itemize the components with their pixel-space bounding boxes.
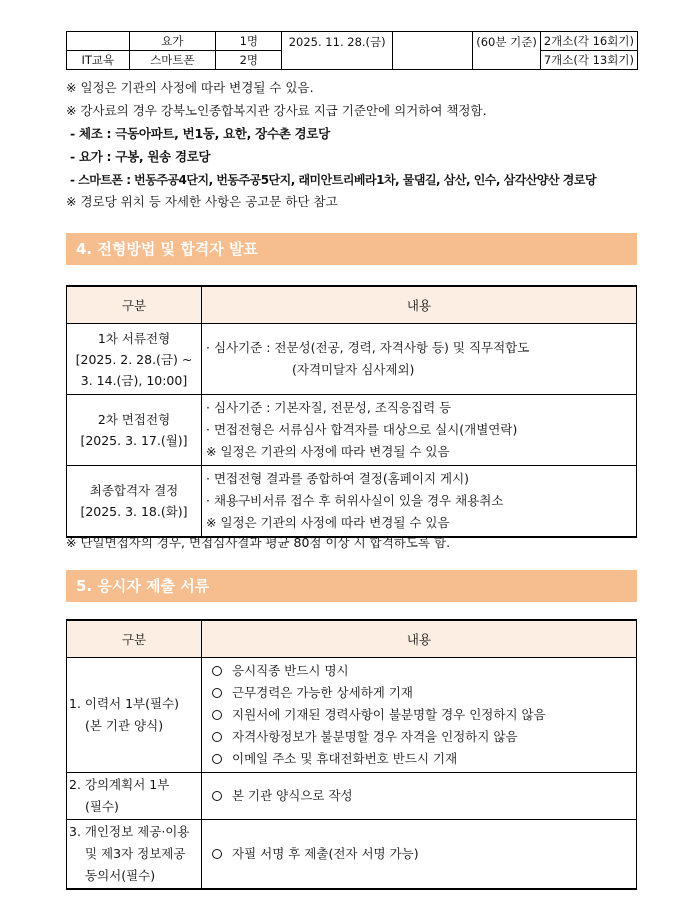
circle-bullet-icon [212, 849, 222, 859]
row-label: 1차 서류전형 [2025. 2. 28.(금) ~ 3. 14.(금), 10:00] [67, 324, 202, 395]
row-label: 최종합격자 결정 [2025. 3. 18.(화)] [67, 466, 202, 538]
header-content: 내용 [202, 620, 637, 658]
table-row [67, 395, 637, 466]
header-category: 구분 [67, 286, 202, 324]
table-header-row [67, 620, 637, 658]
table-row [67, 466, 637, 538]
circle-bullet-icon [212, 688, 222, 698]
circle-bullet-icon [212, 754, 222, 764]
table-row [67, 773, 637, 820]
row-label: 2. 강의계획서 1부 (필수) [67, 773, 202, 820]
table-cell: IT교육 [67, 51, 130, 70]
note-single-interview: ※ 단일면접자의 경우, 면접심사결과 평균 80점 이상 시 합격하도록 함. [66, 535, 451, 550]
table-cell: 1명 [216, 32, 282, 51]
table-cell [67, 32, 130, 51]
header-content: 내용 [202, 286, 637, 324]
location-yoga: - 요가 : 구봉, 원송 경로당 [70, 149, 211, 164]
row-content: · 면접전형 결과를 종합하여 결정(홈페이지 게시) · 채용구비서류 접수 후 허위사실이 있을 경우 채용취소 ※ 일정은 기관의 사정에 따라 변경될 수 있음 [202, 466, 637, 538]
row-content: 응시직종 반드시 명시 근무경력은 가능한 상세하게 기재 지원서에 기재된 경력사항이 불분명할 경우 인정하지 않음 자격사항정보가 불분명할 경우 자격을 인정하지 않음 이메일 주소 및 휴대전화번호 반드시 기재 [202, 658, 637, 773]
location-smartphone: - 스마트폰 : 번동주공4단지, 번동주공5단지, 래미안트리베라1차, 물댐길, 삼산, 인수, 삼각산양산 경로당 [70, 173, 597, 187]
header-category: 구분 [67, 620, 202, 658]
row-label: 1. 이력서 1부(필수) (본 기관 양식) [67, 658, 202, 773]
table-row [67, 658, 637, 773]
section-5-title: 5. 응시자 제출 서류 [66, 570, 637, 602]
table-row [67, 820, 637, 890]
row-content: · 심사기준 : 전문성(전공, 경력, 자격사항 등) 및 직무적합도 (자격미달자 심사제외) [202, 324, 637, 395]
table-cell: 2025. 11. 28.(금) [282, 32, 393, 70]
circle-bullet-icon [212, 732, 222, 742]
table-cell: 7개소(각 13회기) [540, 51, 637, 70]
note-schedule: ※ 일정은 기관의 사정에 따라 변경될 수 있음. [66, 80, 314, 95]
circle-bullet-icon [212, 666, 222, 676]
table-row [67, 324, 637, 395]
row-label: 3. 개인정보 제공·이용 및 제3자 정보제공 동의서(필수) [67, 820, 202, 890]
row-content: 자필 서명 후 제출(전자 서명 가능) [202, 820, 637, 890]
table-cell [392, 32, 472, 70]
table-cell: (60분 기준) [473, 32, 541, 70]
row-label: 2차 면접전형 [2025. 3. 17.(월)] [67, 395, 202, 466]
table-row [67, 32, 638, 51]
circle-bullet-icon [212, 791, 222, 801]
table-cell: 스마트폰 [129, 51, 216, 70]
table-header-row [67, 286, 637, 324]
row-content: 본 기관 양식으로 작성 [202, 773, 637, 820]
note-fee: ※ 강사료의 경우 강북노인종합복지관 강사료 지급 기준안에 의거하여 책정함. [66, 103, 487, 118]
location-exercise: - 체조 : 극동아파트, 번1동, 요한, 장수촌 경로당 [70, 126, 330, 141]
note-location: ※ 경로당 위치 등 자세한 사항은 공고문 하단 참고 [66, 194, 338, 209]
schedule-table [66, 31, 638, 70]
row-content: · 심사기준 : 기본자질, 전문성, 조직응집력 등 · 면접전형은 서류심사 합격자를 대상으로 실시(개별연락) ※ 일정은 기관의 사정에 따라 변경될 수 있음 [202, 395, 637, 466]
circle-bullet-icon [212, 710, 222, 720]
table-cell: 요가 [129, 32, 216, 51]
section-4-title: 4. 전형방법 및 합격자 발표 [66, 233, 637, 265]
selection-table [66, 285, 637, 538]
table-cell: 2명 [216, 51, 282, 70]
table-cell: 2개소(각 16회기) [540, 32, 637, 51]
documents-table [66, 619, 637, 890]
